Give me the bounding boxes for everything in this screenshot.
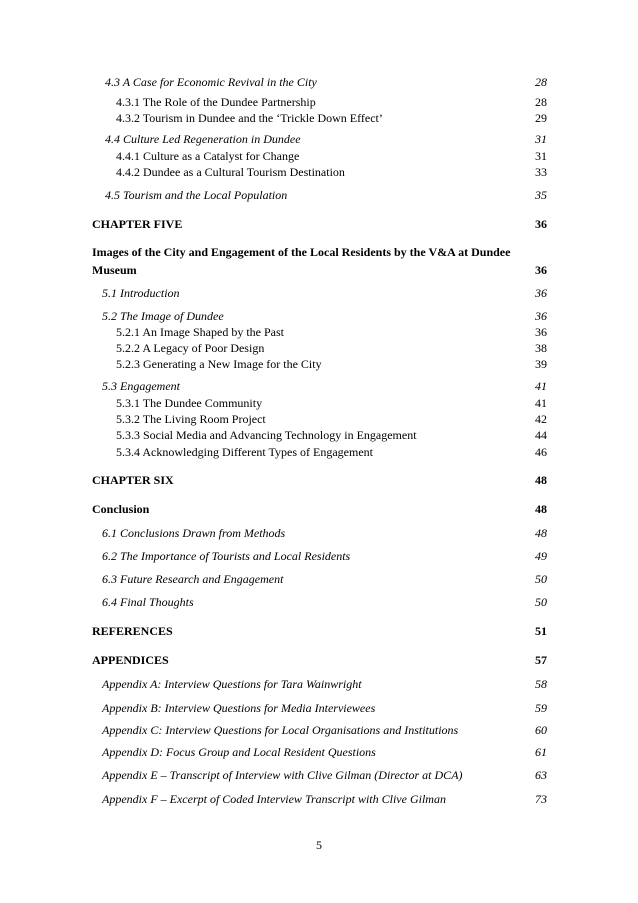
toc-entry-page: 36 [535, 286, 547, 300]
toc-entry-page: 36 [535, 217, 547, 231]
toc-entry[interactable] [0, 74, 638, 90]
toc-entry[interactable] [0, 340, 638, 356]
toc-entry-page: 50 [535, 572, 547, 586]
toc-entry-page: 36 [535, 309, 547, 323]
toc-entry-label: CHAPTER SIX [92, 473, 174, 487]
toc-entry-label: Conclusion [92, 502, 150, 516]
toc-entry-label: APPENDICES [92, 653, 169, 667]
toc-entry[interactable] [0, 623, 638, 639]
toc-entry[interactable] [0, 548, 638, 564]
toc-entry-page: 28 [535, 95, 547, 109]
toc-entry-label: 5.2.1 An Image Shaped by the Past [116, 325, 284, 339]
toc-entry[interactable] [0, 285, 638, 301]
toc-entry-page: 41 [535, 396, 547, 410]
toc-entry[interactable] [0, 744, 638, 760]
toc-entry-label: Appendix B: Interview Questions for Media Interviewees [102, 701, 376, 715]
toc-entry-label: 5.3.1 The Dundee Community [116, 396, 263, 410]
toc-entry[interactable] [0, 700, 638, 716]
toc-entry-label: 4.3 A Case for Economic Revival in the City [105, 75, 317, 89]
toc-entry[interactable] [0, 501, 638, 517]
toc-entry-label: 4.4 Culture Led Regeneration in Dundee [105, 132, 301, 146]
toc-entry-page: 36 [535, 263, 547, 277]
toc-entry-page: 49 [535, 549, 547, 563]
toc-entry-label: Appendix F – Excerpt of Coded Interview Transcript with Clive Gilman [102, 792, 446, 806]
toc-entry-label: 5.1 Introduction [102, 286, 180, 300]
toc-entry-page: 36 [535, 325, 547, 339]
toc-entry-page: 51 [535, 624, 547, 638]
toc-entry-label: 5.2.3 Generating a New Image for the City [116, 357, 322, 371]
toc-entry[interactable] [0, 395, 638, 411]
toc-entry-page: 63 [535, 768, 547, 782]
toc-entry[interactable] [0, 676, 638, 692]
toc-entry[interactable] [0, 652, 638, 668]
toc-entry-page: 60 [535, 723, 547, 737]
toc-entry[interactable] [0, 427, 638, 443]
toc-entry[interactable] [0, 324, 638, 340]
toc-entry-page: 38 [535, 341, 547, 355]
toc-entry-page: 44 [535, 428, 547, 442]
toc-entry-label: 5.3.4 Acknowledging Different Types of Engagement [116, 445, 373, 459]
toc-entry-label: Appendix C: Interview Questions for Local Organisations and Institutions [102, 723, 459, 737]
toc-entry-page: 48 [535, 473, 547, 487]
toc-entry-label: 5.3.3 Social Media and Advancing Technology in Engagement [116, 428, 417, 442]
toc-entry-label: 4.4.2 Dundee as a Cultural Tourism Destination [116, 165, 345, 179]
toc-entry-label: 5.3.2 The Living Room Project [116, 412, 266, 426]
toc-entry-label: REFERENCES [92, 624, 173, 638]
toc-entry-label: 4.5 Tourism and the Local Population [105, 188, 288, 202]
toc-entry[interactable] [0, 94, 638, 110]
toc-entry[interactable] [0, 308, 638, 324]
toc-entry-page: 42 [535, 412, 547, 426]
toc-entry[interactable] [0, 131, 638, 147]
toc-entry-page: 41 [535, 379, 547, 393]
toc-entry[interactable] [0, 262, 638, 278]
toc-entry[interactable] [0, 472, 638, 488]
toc-entry-label: 6.3 Future Research and Engagement [102, 572, 284, 586]
toc-entry-label: 5.3 Engagement [102, 379, 180, 393]
toc-entry[interactable] [0, 148, 638, 164]
toc-entry-label: Appendix A: Interview Questions for Tara Wainwright [102, 677, 362, 691]
toc-entry-page: 57 [535, 653, 547, 667]
toc-entry[interactable] [0, 164, 638, 180]
toc-entry-label: Appendix E – Transcript of Interview with Clive Gilman (Director at DCA) [102, 768, 463, 782]
toc-entry[interactable] [0, 444, 638, 460]
toc-entry-page: 39 [535, 357, 547, 371]
toc-entry[interactable] [0, 110, 638, 126]
toc-entry-label: 6.4 Final Thoughts [102, 595, 194, 609]
toc-entry-label: Appendix D: Focus Group and Local Resident Questions [102, 745, 376, 759]
toc-entry[interactable] [0, 767, 638, 783]
toc-entry[interactable] [0, 594, 638, 610]
toc-entry-page: 31 [535, 132, 547, 146]
toc-entry[interactable] [0, 525, 638, 541]
toc-entry-label: 4.3.1 The Role of the Dundee Partnership [116, 95, 316, 109]
toc-entry[interactable] [0, 411, 638, 427]
toc-entry-page: 46 [535, 445, 547, 459]
toc-entry-label: 4.3.2 Tourism in Dundee and the ‘Trickle Down Effect’ [116, 111, 383, 125]
toc-entry-page: 48 [535, 526, 547, 540]
toc-entry-label: 5.2 The Image of Dundee [102, 309, 224, 323]
toc-entry-label: 6.2 The Importance of Tourists and Local Residents [102, 549, 351, 563]
toc-entry-label: Images of the City and Engagement of the Local Residents by the V&A at Dundee [92, 245, 511, 259]
toc-entry-label: Museum [92, 263, 137, 277]
toc-entry-label: 5.2.2 A Legacy of Poor Design [116, 341, 265, 355]
toc-entry-page: 29 [535, 111, 547, 125]
toc-entry[interactable] [0, 187, 638, 203]
toc-entry-page: 73 [535, 792, 547, 806]
toc-entry-page: 35 [535, 188, 547, 202]
page-number: 5 [316, 838, 322, 852]
toc-entry-label: CHAPTER FIVE [92, 217, 183, 231]
toc-entry-page: 48 [535, 502, 547, 516]
toc-entry-page: 58 [535, 677, 547, 691]
toc-entry-page: 50 [535, 595, 547, 609]
toc-entry-page: 61 [535, 745, 547, 759]
toc-entry[interactable] [0, 356, 638, 372]
toc-entry-label: 4.4.1 Culture as a Catalyst for Change [116, 149, 300, 163]
toc-entry-page: 59 [535, 701, 547, 715]
toc-entry-page: 33 [535, 165, 547, 179]
toc-entry[interactable] [0, 244, 638, 260]
toc-entry-page: 28 [535, 75, 547, 89]
toc-entry-label: 6.1 Conclusions Drawn from Methods [102, 526, 286, 540]
toc-entry[interactable] [0, 571, 638, 587]
toc-entry-page: 31 [535, 149, 547, 163]
toc-entry[interactable] [0, 378, 638, 394]
toc-entry[interactable] [0, 791, 638, 807]
toc-entry[interactable] [0, 216, 638, 232]
toc-entry[interactable] [0, 722, 638, 738]
